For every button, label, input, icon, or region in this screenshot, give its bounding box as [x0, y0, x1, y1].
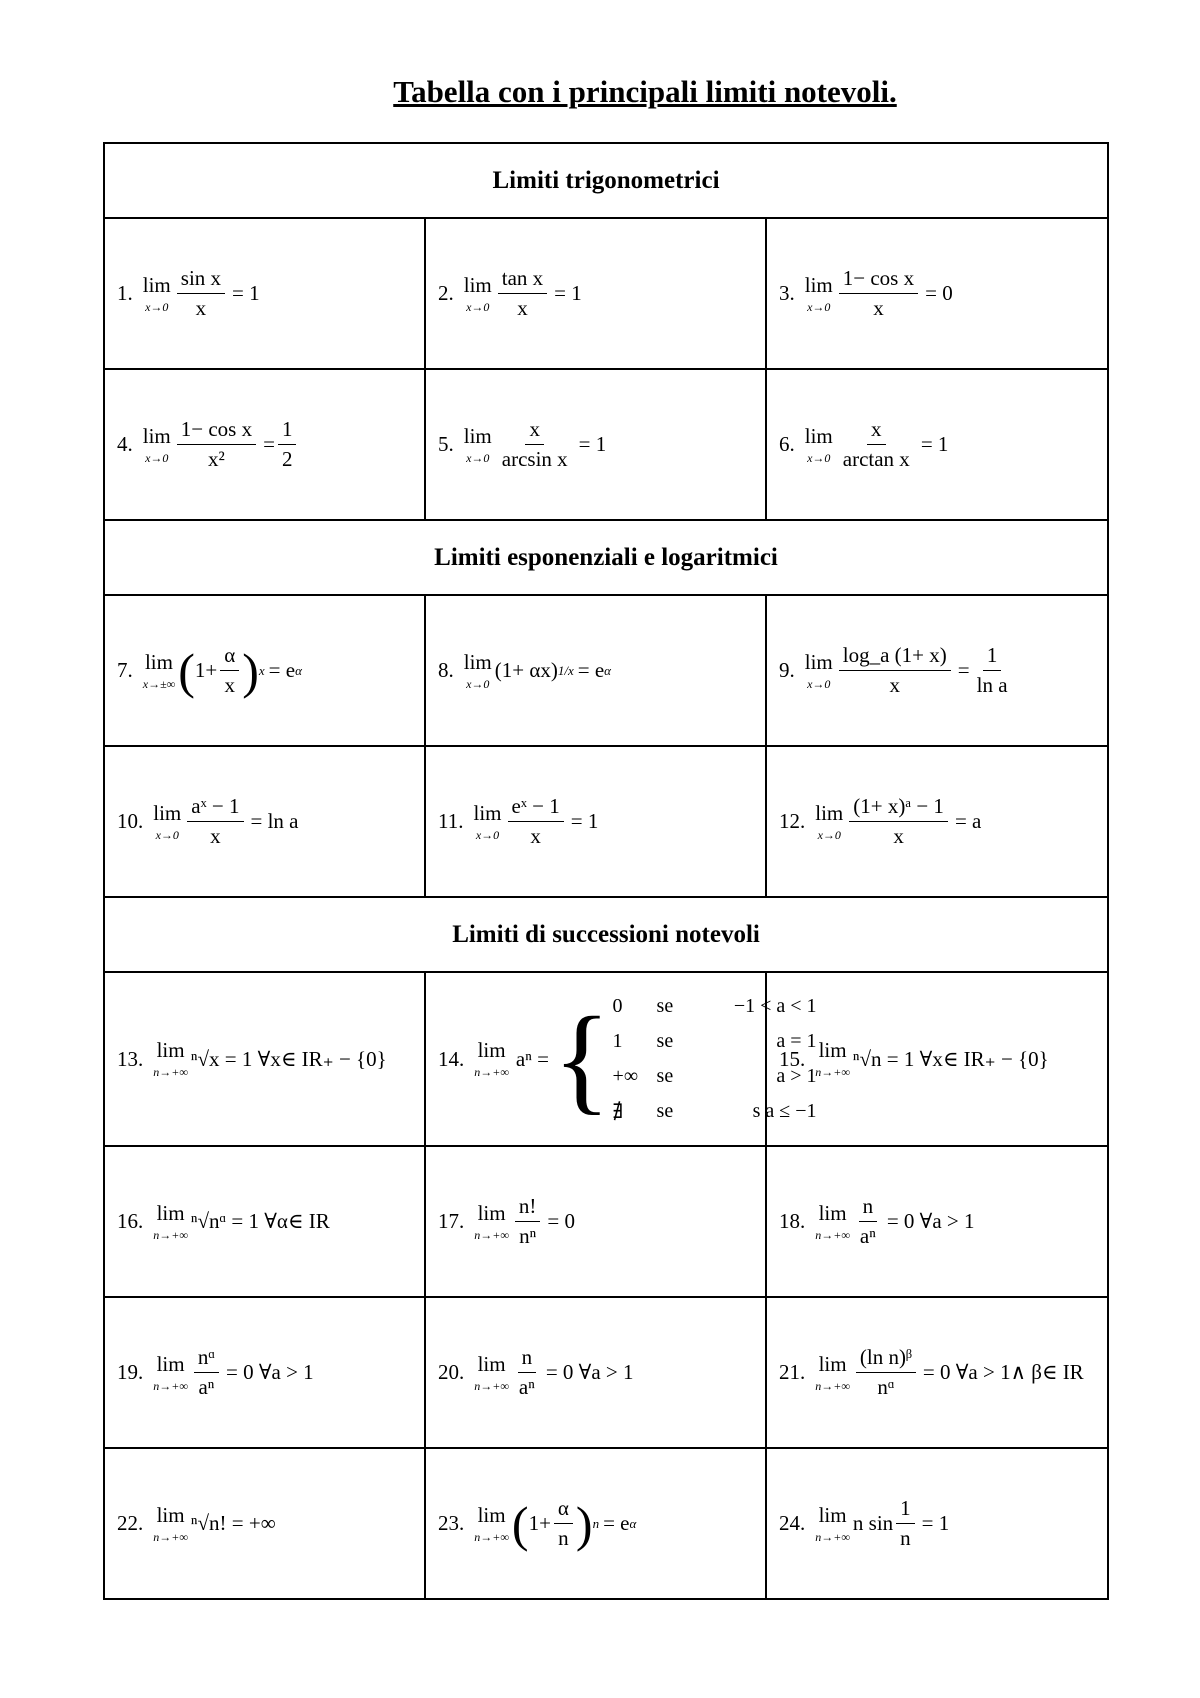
section-header-row	[104, 520, 1108, 595]
section-heading: Limiti esponenziali e logaritmici	[104, 520, 1108, 595]
limit-subscript: n→+∞	[153, 1227, 188, 1242]
formula-number: 12.	[779, 809, 806, 833]
fraction	[177, 267, 225, 320]
formula-number: 4.	[117, 432, 133, 456]
limit-word: lim	[142, 423, 171, 448]
limit-subscript: x→0	[807, 676, 831, 691]
table-cell	[104, 972, 425, 1146]
limit-word: lim	[804, 649, 833, 674]
limit-formula	[767, 1040, 1107, 1078]
formula-number: 1.	[117, 281, 133, 305]
table-cell	[766, 1297, 1108, 1448]
formula-expression	[815, 1497, 949, 1550]
case-value: +∞	[612, 1065, 639, 1087]
formula-result: = e	[603, 1511, 630, 1535]
fraction-numerator: n!	[515, 1195, 541, 1222]
limit-formula	[767, 795, 1107, 848]
fraction	[839, 644, 951, 697]
section-header-row	[104, 897, 1108, 972]
limit-word: lim	[156, 1200, 185, 1225]
table-cell	[104, 1297, 425, 1448]
page-title: Tabella con i principali limiti notevoli.	[393, 74, 897, 109]
limit-subscript: n→+∞	[474, 1529, 509, 1544]
limit-formula	[105, 267, 424, 320]
case-condition: a > 1	[776, 1065, 817, 1087]
case-se: se	[656, 1100, 674, 1122]
formula-expression-text: ⁿ√x = 1 ∀x∈ IR₊ − {0}	[190, 1046, 387, 1071]
result-fraction	[973, 644, 1012, 697]
section-heading: Limiti di successioni notevoli	[104, 897, 1108, 972]
formula-row	[104, 1448, 1108, 1599]
fraction-numerator: nᵅ	[194, 1346, 219, 1373]
table-cell	[425, 746, 766, 897]
limit-subscript: n→+∞	[153, 1529, 188, 1544]
limits-table	[103, 142, 1109, 1600]
limit-word: lim	[463, 272, 492, 297]
formula-result: = e	[268, 658, 296, 682]
formula-result: = 0 ∀a > 1∧ β∈ IR	[922, 1360, 1084, 1384]
limit-formula	[767, 644, 1107, 697]
result-exponent: α	[295, 662, 302, 678]
formula-result: = 1	[920, 432, 949, 456]
limit-word: lim	[473, 800, 502, 825]
limit-subscript: x→0	[817, 827, 841, 842]
limit-operator	[463, 423, 492, 465]
fraction-denominator: x	[210, 824, 221, 848]
limit-operator	[142, 272, 171, 314]
limit-subscript: n→+∞	[815, 1227, 850, 1242]
formula-expression	[153, 1502, 276, 1544]
fraction	[177, 418, 256, 471]
limit-operator	[804, 272, 833, 314]
formula-row	[104, 746, 1108, 897]
limit-operator	[474, 1351, 509, 1393]
formula-number: 5.	[438, 432, 454, 456]
formula-expression	[474, 1497, 636, 1550]
formula-result: = ln a	[250, 809, 299, 833]
formula-expression	[143, 418, 300, 471]
fraction-denominator: aⁿ	[518, 1375, 535, 1399]
formula-number: 8.	[438, 658, 454, 682]
table-cell	[766, 1448, 1108, 1599]
limit-subscript: x→0	[466, 676, 490, 691]
formula-result: = 1	[554, 281, 582, 305]
table-cell	[425, 1146, 766, 1297]
fraction-numerator: 1	[278, 418, 297, 445]
formula-number: 24.	[779, 1511, 806, 1535]
limit-formula	[105, 1346, 424, 1399]
formula-expression	[815, 1195, 974, 1248]
fraction	[498, 267, 547, 320]
limit-subscript: n→+∞	[474, 1227, 509, 1242]
formula-number: 13.	[117, 1046, 144, 1071]
limit-word: lim	[156, 1351, 185, 1376]
fraction-numerator: log_a (1+ x)	[839, 644, 951, 671]
formula-expression-text: (1+ αx)	[494, 658, 558, 682]
limit-formula	[767, 267, 1107, 320]
limit-formula	[105, 418, 424, 471]
formula-result: = 0 ∀a > 1	[886, 1209, 975, 1233]
limit-subscript: n→+∞	[474, 1378, 509, 1393]
fraction-denominator: aⁿ	[859, 1224, 876, 1248]
limit-operator	[815, 1502, 850, 1544]
formula-expression-text: ⁿ√n! = +∞	[190, 1511, 276, 1535]
fraction-denominator: x	[224, 673, 235, 697]
formula-number: 3.	[779, 281, 795, 305]
limit-word: lim	[818, 1038, 847, 1062]
fraction	[498, 418, 572, 471]
table-cell	[766, 972, 1108, 1146]
fraction-denominator: arcsin x	[501, 447, 568, 471]
table-cell	[104, 1146, 425, 1297]
formula-result: = 1	[232, 281, 260, 305]
section-header-row	[104, 143, 1108, 218]
table-cell	[104, 746, 425, 897]
fraction-numerator: sin x	[177, 267, 225, 294]
limit-word: lim	[477, 1502, 506, 1527]
formula-number: 9.	[779, 658, 795, 682]
limit-operator	[804, 649, 833, 691]
table-cell	[425, 1448, 766, 1599]
fraction	[187, 795, 243, 848]
limit-operator	[142, 649, 176, 691]
formula-number: 22.	[117, 1511, 144, 1535]
limit-word: lim	[463, 649, 492, 674]
table-cell	[425, 369, 766, 520]
formula-number: 18.	[779, 1209, 806, 1233]
limit-word: lim	[477, 1200, 506, 1225]
limit-subscript: x→0	[807, 450, 831, 465]
limit-operator	[815, 1351, 850, 1393]
formula-prefix: 1+	[194, 658, 218, 682]
fraction-denominator: x	[517, 296, 528, 320]
result-exponent: α	[629, 1515, 637, 1531]
fraction-denominator: x	[889, 673, 901, 697]
limit-word: lim	[144, 649, 173, 674]
formula-number: 23.	[438, 1511, 465, 1535]
formula-expression	[805, 267, 953, 320]
fraction	[839, 267, 918, 320]
exponent: 1/x	[557, 662, 574, 678]
fraction-numerator: 1− cos x	[839, 267, 918, 294]
table-cell	[104, 369, 425, 520]
table-cell	[766, 369, 1108, 520]
formula-result: = 1	[570, 809, 599, 833]
limit-word: lim	[142, 272, 171, 297]
fraction-numerator: n	[518, 1346, 537, 1373]
limit-formula	[105, 795, 424, 848]
table-cell	[766, 218, 1108, 369]
left-paren: (	[178, 642, 195, 699]
fraction-denominator: x	[195, 296, 207, 320]
fraction	[896, 1497, 915, 1550]
formula-number: 20.	[438, 1360, 465, 1384]
limit-operator	[153, 1351, 188, 1393]
fraction-numerator: 1− cos x	[177, 418, 256, 445]
formula-expression	[474, 1195, 575, 1248]
fraction-numerator: x	[525, 418, 544, 445]
limit-word: lim	[818, 1200, 847, 1225]
formula-number: 7.	[117, 658, 133, 682]
limit-operator	[815, 800, 844, 842]
formula-result: = 1	[578, 432, 607, 456]
formula-expression	[143, 644, 302, 697]
limit-subscript: n→+∞	[815, 1378, 850, 1393]
formula-number: 14.	[438, 1046, 465, 1071]
fraction-numerator: 1	[983, 644, 1002, 671]
right-paren: )	[575, 1495, 593, 1552]
formula-number: 11.	[438, 809, 464, 833]
limit-subscript: x→0	[145, 299, 169, 314]
limit-word: lim	[804, 272, 833, 297]
limit-operator	[474, 1200, 509, 1242]
formula-expression	[464, 418, 607, 471]
fraction	[839, 418, 914, 471]
limit-subscript: x→±∞	[142, 676, 176, 691]
limit-subscript: x→0	[155, 827, 179, 842]
limit-subscript: x→0	[807, 299, 831, 314]
limit-operator	[153, 1502, 188, 1544]
formula-expression-text: ⁿ√n = 1 ∀x∈ IR₊ − {0}	[852, 1046, 1049, 1071]
table-cell	[766, 1146, 1108, 1297]
limit-formula	[105, 1040, 424, 1078]
limit-operator	[474, 1040, 509, 1078]
fraction	[856, 1195, 880, 1248]
formula-expression	[815, 1346, 1083, 1399]
formula-expression	[805, 418, 949, 471]
case-condition: s a ≤ −1	[752, 1100, 817, 1122]
case-row	[613, 1094, 817, 1129]
limit-subscript: n→+∞	[474, 1065, 509, 1079]
formula-result: = 1	[921, 1511, 950, 1535]
fraction-denominator: nᵅ	[877, 1375, 895, 1399]
formula-result: = a	[954, 809, 982, 833]
formula-result: =	[263, 432, 275, 456]
formula-result: = 0	[547, 1209, 575, 1233]
fraction-denominator: x	[530, 824, 541, 848]
case-se: se	[656, 1030, 674, 1052]
formula-number: 15.	[779, 1046, 806, 1071]
limit-word: lim	[818, 1351, 847, 1376]
limit-subscript: n→+∞	[815, 1529, 850, 1544]
limit-operator	[463, 272, 492, 314]
limit-word: lim	[815, 800, 844, 825]
formula-number: 6.	[779, 432, 795, 456]
formula-result: = 0 ∀a > 1	[545, 1360, 634, 1384]
limit-operator	[473, 800, 502, 842]
fraction	[220, 644, 239, 697]
formula-expression-text: aⁿ =	[515, 1046, 549, 1071]
limit-subscript: x→0	[475, 827, 500, 842]
formula-row	[104, 218, 1108, 369]
case-condition: −1 < a < 1	[733, 995, 817, 1017]
case-value: 1	[612, 1030, 623, 1052]
formula-result: = 0	[925, 281, 953, 305]
fraction-denominator: ln a	[976, 673, 1008, 697]
limit-operator	[142, 423, 171, 465]
fraction	[856, 1346, 916, 1399]
limit-formula	[767, 418, 1107, 471]
limit-formula	[105, 1502, 424, 1544]
formula-expression	[143, 267, 260, 320]
left-paren: (	[511, 1495, 529, 1552]
formula-row	[104, 369, 1108, 520]
limit-formula	[426, 1346, 765, 1399]
fraction-numerator: tan x	[498, 267, 547, 294]
case-value: 0	[612, 995, 623, 1017]
limit-word: lim	[463, 423, 492, 448]
limit-operator	[153, 1040, 188, 1078]
limit-formula	[767, 1497, 1107, 1550]
fraction	[508, 795, 564, 848]
case-condition: a = 1	[776, 1030, 817, 1052]
table-cell	[425, 1297, 766, 1448]
formula-expression	[153, 795, 298, 848]
formula-expression	[153, 1200, 330, 1242]
fraction-numerator: 1	[896, 1497, 915, 1524]
limit-formula	[426, 795, 765, 848]
formula-row	[104, 972, 1108, 1146]
fraction-denominator: arctan x	[842, 447, 910, 471]
formula-expression	[463, 649, 611, 691]
case-se: se	[656, 995, 674, 1017]
formula-expression	[153, 1040, 386, 1078]
formula-result: = 0 ∀a > 1	[226, 1360, 314, 1384]
formula-row	[104, 1297, 1108, 1448]
fraction-denominator: n	[558, 1526, 569, 1550]
table-cell	[104, 218, 425, 369]
formula-number: 19.	[117, 1360, 144, 1384]
formula-expression	[474, 1346, 633, 1399]
limit-word: lim	[477, 1351, 506, 1376]
fraction	[194, 1346, 219, 1399]
formula-result: = e	[577, 658, 605, 682]
table-cell	[425, 218, 766, 369]
result-exponent: α	[604, 662, 611, 678]
limit-subscript: n→+∞	[153, 1378, 188, 1393]
limit-operator	[153, 800, 182, 842]
limit-operator	[815, 1200, 850, 1242]
formula-prefix: n sin	[852, 1511, 894, 1535]
fraction-denominator: x²	[208, 447, 225, 471]
fraction-numerator: eˣ − 1	[508, 795, 564, 822]
limit-operator	[153, 1200, 188, 1242]
formula-row	[104, 595, 1108, 746]
formula-expression	[815, 795, 981, 848]
fraction-numerator: α	[220, 644, 239, 671]
limit-word: lim	[818, 1502, 847, 1527]
table-cell	[104, 1448, 425, 1599]
formula-number: 10.	[117, 809, 144, 833]
case-row	[613, 989, 817, 1024]
fraction-numerator: n	[859, 1195, 878, 1222]
limit-subscript: n→+∞	[815, 1065, 850, 1079]
table-cell	[766, 746, 1108, 897]
fraction	[849, 795, 948, 848]
fraction-denominator: x	[893, 824, 904, 848]
formula-prefix: 1+	[528, 1511, 551, 1535]
limit-formula	[105, 1200, 424, 1242]
limit-formula	[426, 649, 765, 691]
fraction	[515, 1195, 541, 1248]
formula-expression	[473, 795, 598, 848]
fraction-denominator: 2	[281, 447, 293, 471]
limit-word: lim	[804, 423, 833, 448]
fraction-denominator: nⁿ	[519, 1224, 537, 1248]
limit-formula	[426, 1497, 765, 1550]
case-value: ∄	[612, 1101, 624, 1123]
limit-subscript: n→+∞	[153, 1065, 188, 1079]
limit-formula	[105, 644, 424, 697]
table-cell	[425, 595, 766, 746]
table-cell	[766, 595, 1108, 746]
exponent: x	[258, 662, 265, 678]
formula-number: 21.	[779, 1360, 806, 1384]
fraction-numerator: (1+ x)ᵃ − 1	[849, 795, 948, 822]
limit-operator	[463, 649, 492, 691]
limit-formula	[767, 1195, 1107, 1248]
limit-operator	[815, 1040, 850, 1078]
limit-formula	[767, 1346, 1107, 1399]
limit-word: lim	[156, 1038, 185, 1062]
exponent: n	[592, 1515, 600, 1531]
fraction-denominator: n	[900, 1526, 911, 1550]
limit-formula	[426, 267, 765, 320]
limit-subscript: x→0	[466, 299, 490, 314]
fraction-numerator: x	[867, 418, 886, 445]
formula-number: 17.	[438, 1209, 465, 1233]
fraction-denominator: aⁿ	[198, 1375, 215, 1399]
limit-word: lim	[153, 800, 182, 825]
fraction-denominator: x	[873, 296, 884, 320]
formula-expression	[464, 267, 582, 320]
fraction-numerator: aˣ − 1	[187, 795, 243, 822]
case-se: se	[656, 1065, 674, 1087]
formula-expression	[815, 1040, 1048, 1078]
piecewise-cases	[553, 989, 817, 1129]
section-heading: Limiti trigonometrici	[104, 143, 1108, 218]
fraction	[554, 1497, 573, 1550]
limit-subscript: x→0	[145, 450, 169, 465]
fraction-numerator: (ln n)ᵝ	[856, 1346, 916, 1373]
formula-row	[104, 1146, 1108, 1297]
formula-expression	[805, 644, 1015, 697]
result-fraction	[278, 418, 297, 471]
formula-number: 16.	[117, 1209, 144, 1233]
table-cell	[104, 595, 425, 746]
limit-operator	[474, 1502, 509, 1544]
formula-number: 2.	[438, 281, 454, 305]
limit-formula	[426, 1195, 765, 1248]
limit-formula	[426, 418, 765, 471]
limit-word: lim	[477, 1038, 506, 1062]
limit-word: lim	[156, 1502, 185, 1527]
left-brace: {	[552, 992, 611, 1125]
formula-expression	[474, 989, 816, 1129]
formula-expression	[153, 1346, 313, 1399]
limit-operator	[804, 423, 833, 465]
formula-result: =	[957, 658, 970, 682]
formula-expression-text: ⁿ√nᵅ = 1 ∀α∈ IR	[190, 1209, 330, 1233]
limit-subscript: x→0	[466, 450, 490, 465]
fraction-numerator: α	[554, 1497, 573, 1524]
right-paren: )	[242, 642, 259, 699]
fraction	[515, 1346, 539, 1399]
